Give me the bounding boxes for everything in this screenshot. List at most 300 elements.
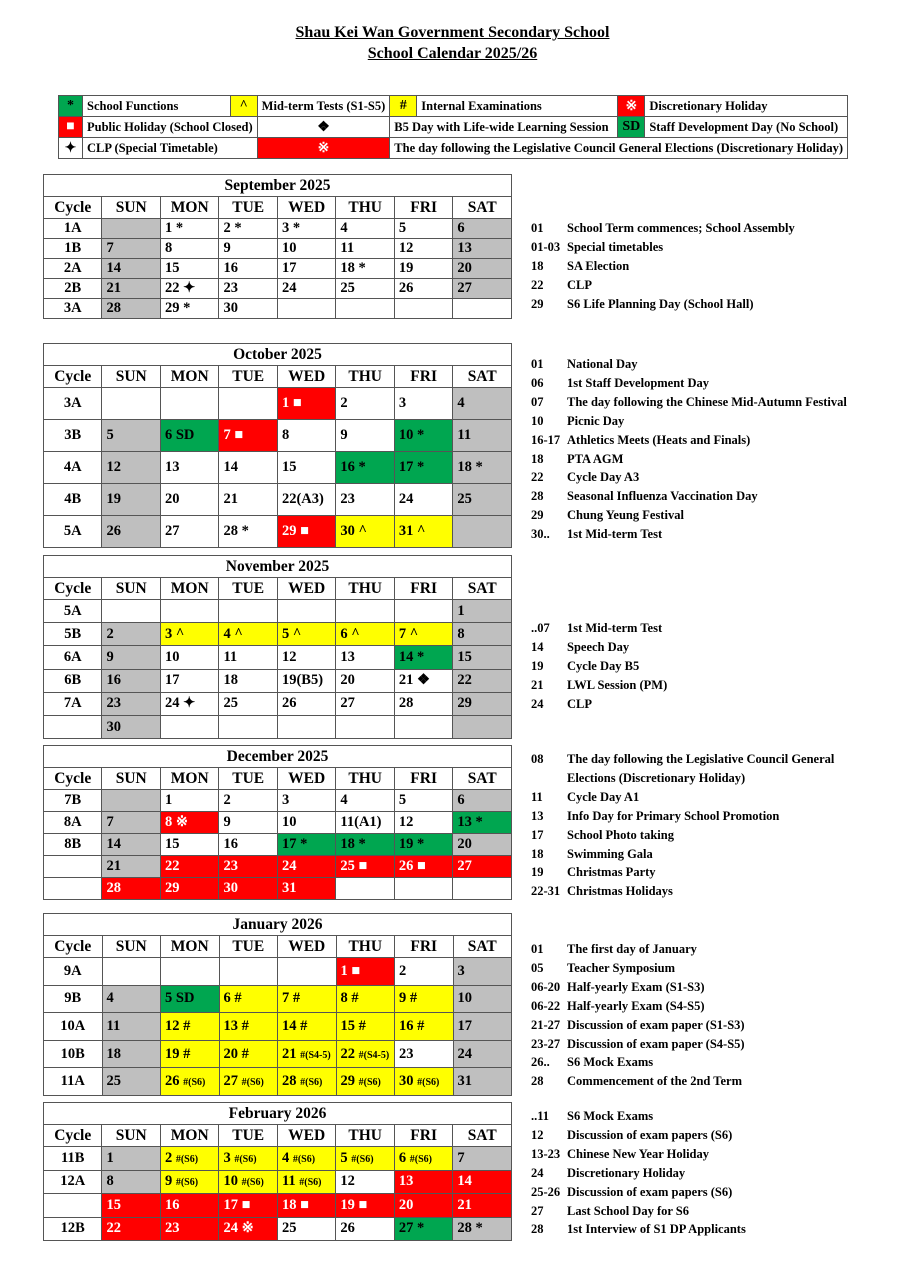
- note-date: 13-23: [531, 1146, 561, 1161]
- week-row: [44, 1217, 512, 1241]
- week-row: [44, 484, 512, 516]
- legend-symbol: ^: [230, 96, 257, 117]
- note-item: [531, 826, 834, 845]
- month-notes: [531, 355, 847, 544]
- note-item: [531, 1202, 746, 1221]
- day-cell: [453, 878, 512, 900]
- weekday-header: MON: [160, 578, 218, 600]
- week-row: [44, 834, 512, 856]
- day-cell: 27: [453, 279, 512, 299]
- legend-label: Mid-term Tests (S1-S5): [257, 96, 390, 117]
- day-cell: 29 *: [160, 299, 218, 319]
- day-cell: 7 ■: [219, 420, 277, 452]
- legend-label: Staff Development Day (No School): [645, 117, 848, 138]
- day-cell: 6 SD: [160, 420, 218, 452]
- day-cell: [278, 958, 337, 986]
- cycle-label: 2A: [44, 259, 102, 279]
- note-text: The day following the Legislative Council General: [567, 752, 835, 766]
- note-text: Discussion of exam papers (S6): [567, 1127, 733, 1142]
- note-date: 06-22: [531, 998, 561, 1013]
- weekday-header: WED: [277, 197, 335, 219]
- weekday-header: Cycle: [44, 768, 102, 790]
- day-cell: 28 *: [219, 516, 277, 548]
- day-cell: 12: [277, 646, 335, 669]
- note-item: [531, 750, 834, 769]
- weekday-header: WED: [277, 768, 335, 790]
- note-date: ..07: [531, 621, 550, 635]
- weekday-header: SAT: [453, 936, 512, 958]
- day-cell: 19 #: [161, 1040, 220, 1068]
- legend-label: Public Holiday (School Closed): [83, 117, 258, 138]
- day-cell: [336, 878, 394, 900]
- note-text: 1st Staff Development Day: [567, 375, 709, 390]
- week-row: [44, 985, 512, 1013]
- cycle-label: 12B: [44, 1217, 102, 1241]
- note-text: Christmas Holidays: [567, 884, 673, 899]
- note-date: 29: [531, 508, 544, 523]
- day-cell: 3 #(S6): [219, 1147, 277, 1171]
- day-cell: 31: [453, 1068, 512, 1096]
- week-row: [44, 600, 512, 623]
- day-cell: 13: [453, 239, 512, 259]
- day-cell: 23: [219, 856, 277, 878]
- day-cell: [277, 715, 335, 738]
- note-item: [531, 978, 745, 997]
- note-text: Discussion of exam paper (S4-S5): [567, 1036, 745, 1051]
- day-cell: 5 SD: [161, 985, 220, 1013]
- weekday-header: SUN: [102, 936, 161, 958]
- day-cell: 7 ^: [394, 623, 452, 646]
- note-text: Teacher Symposium: [567, 960, 676, 975]
- day-cell: [102, 219, 160, 239]
- day-cell: [219, 600, 277, 623]
- day-cell: 13 #: [219, 1013, 278, 1041]
- day-cell: 10: [277, 239, 335, 259]
- month-table: [43, 343, 512, 548]
- day-cell: 4: [336, 219, 394, 239]
- day-cell: 11 #(S6): [277, 1170, 335, 1194]
- day-cell: 23: [395, 1040, 454, 1068]
- note-item: [531, 219, 795, 238]
- weekday-header: THU: [336, 1125, 394, 1147]
- day-cell: 9: [219, 239, 277, 259]
- day-cell: 9: [219, 812, 277, 834]
- note-text: Christmas Party: [567, 865, 656, 880]
- day-cell: 7 #: [278, 985, 337, 1013]
- weekday-header: WED: [277, 366, 335, 388]
- day-cell: [219, 715, 277, 738]
- day-cell: [102, 600, 160, 623]
- day-cell: 14: [453, 1170, 512, 1194]
- note-date: 06-20: [531, 979, 561, 994]
- weekday-header: WED: [278, 936, 337, 958]
- day-cell: 8 ※: [160, 812, 218, 834]
- day-cell: 2: [395, 958, 454, 986]
- note-date: 06: [531, 375, 544, 390]
- legend-label: CLP (Special Timetable): [83, 138, 258, 159]
- day-cell: [102, 790, 160, 812]
- note-item: [531, 506, 847, 525]
- day-cell: 25: [102, 1068, 161, 1096]
- legend-label: B5 Day with Life-wide Learning Session: [390, 117, 618, 138]
- day-cell: 24 ✦: [160, 692, 218, 715]
- note-text: Chung Yeung Festival: [567, 508, 684, 523]
- cycle-label: 6A: [44, 646, 102, 669]
- cycle-label: 11A: [44, 1068, 103, 1096]
- note-date: 01: [531, 357, 544, 371]
- cycle-label: [44, 1194, 102, 1218]
- note-item: [531, 997, 745, 1016]
- weekday-header: THU: [336, 768, 394, 790]
- day-cell: [453, 516, 512, 548]
- day-cell: 10 *: [394, 420, 452, 452]
- week-row: [44, 646, 512, 669]
- day-cell: 4: [102, 985, 161, 1013]
- day-cell: [336, 715, 394, 738]
- day-cell: 20 #: [219, 1040, 278, 1068]
- weekday-header: FRI: [394, 197, 452, 219]
- note-item: [531, 882, 834, 901]
- note-text: SA Election: [567, 258, 630, 273]
- note-text: Last School Day for S6: [567, 1203, 690, 1218]
- note-item: [531, 1107, 746, 1126]
- note-item: [531, 1053, 745, 1072]
- day-cell: 15: [160, 834, 218, 856]
- day-cell: 4 ^: [219, 623, 277, 646]
- note-date: 18: [531, 258, 544, 273]
- weekday-header: SUN: [102, 197, 160, 219]
- note-text: Picnic Day: [567, 413, 625, 428]
- day-cell: [219, 388, 277, 420]
- weekday-header: TUE: [219, 578, 277, 600]
- day-cell: 12: [102, 452, 160, 484]
- day-cell: 3 *: [277, 219, 335, 239]
- day-cell: 23: [336, 484, 394, 516]
- day-cell: [394, 299, 452, 319]
- day-cell: 22: [160, 856, 218, 878]
- day-cell: 30 #(S6): [395, 1068, 454, 1096]
- day-cell: 10: [453, 985, 512, 1013]
- note-date: 14: [531, 639, 544, 654]
- week-row: [44, 958, 512, 986]
- week-row: [44, 1170, 512, 1194]
- day-cell: 24: [394, 484, 452, 516]
- note-item: [531, 276, 795, 295]
- day-cell: 20: [336, 669, 394, 692]
- note-item: [531, 238, 795, 257]
- day-cell: 10: [277, 812, 335, 834]
- week-row: [44, 715, 512, 738]
- day-cell: 18: [219, 669, 277, 692]
- week-row: [44, 856, 512, 878]
- note-text: 1st Mid-term Test: [567, 621, 663, 635]
- week-row: [44, 388, 512, 420]
- note-item: [531, 788, 834, 807]
- cycle-label: 1A: [44, 219, 102, 239]
- note-text: School Term commences; School Assembly: [567, 221, 795, 235]
- day-cell: 9 #: [395, 985, 454, 1013]
- day-cell: 11: [102, 1013, 161, 1041]
- month-table: [43, 174, 512, 319]
- cycle-label: [44, 878, 102, 900]
- day-cell: 8: [277, 420, 335, 452]
- day-cell: 28 *: [453, 1217, 512, 1241]
- cycle-label: 9B: [44, 985, 103, 1013]
- day-cell: 27: [160, 516, 218, 548]
- day-cell: 14: [219, 452, 277, 484]
- day-cell: [160, 715, 218, 738]
- day-cell: 10 #(S6): [219, 1170, 277, 1194]
- month-title: October 2025: [44, 344, 512, 366]
- day-cell: 2: [102, 623, 160, 646]
- note-item: [531, 355, 847, 374]
- note-date: 23-27: [531, 1036, 561, 1051]
- note-date: 22: [531, 277, 544, 292]
- note-date: 25-26: [531, 1184, 561, 1199]
- note-item: [531, 468, 847, 487]
- note-item: [531, 374, 847, 393]
- note-text: Elections (Discretionary Holiday): [567, 770, 746, 785]
- note-item: [531, 959, 745, 978]
- weekday-header: Cycle: [44, 366, 102, 388]
- day-cell: 6: [453, 219, 512, 239]
- month-title: September 2025: [44, 175, 512, 197]
- weekday-header: SUN: [102, 1125, 160, 1147]
- day-cell: 17: [453, 1013, 512, 1041]
- day-cell: 5: [102, 420, 160, 452]
- note-item: [531, 295, 795, 314]
- week-row: [44, 279, 512, 299]
- day-cell: [277, 299, 335, 319]
- note-date: 01-03: [531, 239, 561, 254]
- day-cell: 7: [102, 239, 160, 259]
- note-text: Discretionary Holiday: [567, 1165, 686, 1180]
- day-cell: [453, 715, 512, 738]
- weekday-header: MON: [160, 768, 218, 790]
- note-text: Half-yearly Exam (S1-S3): [567, 979, 705, 994]
- day-cell: 15: [160, 259, 218, 279]
- note-date: 19: [531, 658, 544, 673]
- legend-label: The day following the Legislative Council General Elections (Discretionary Holiday): [390, 138, 848, 159]
- day-cell: 30 ^: [336, 516, 394, 548]
- note-date: 13: [531, 808, 544, 823]
- month-notes: [531, 619, 667, 714]
- week-row: [44, 259, 512, 279]
- note-date: 07: [531, 394, 544, 409]
- cycle-label: 8A: [44, 812, 102, 834]
- week-row: [44, 219, 512, 239]
- day-cell: [219, 958, 278, 986]
- day-cell: 10: [160, 646, 218, 669]
- day-cell: 13: [336, 646, 394, 669]
- weekday-header: WED: [277, 578, 335, 600]
- note-item: [531, 450, 847, 469]
- note-item: [531, 393, 847, 412]
- legend-symbol: ❖: [257, 117, 390, 138]
- day-cell: 17 ■: [219, 1194, 277, 1218]
- note-date: 19: [531, 865, 544, 880]
- weekday-header: FRI: [394, 1125, 452, 1147]
- day-cell: 19: [102, 484, 160, 516]
- day-cell: 16 #: [395, 1013, 454, 1041]
- cycle-label: 4B: [44, 484, 102, 516]
- day-cell: 23: [160, 1217, 218, 1241]
- note-text: CLP: [567, 277, 592, 292]
- note-item: [531, 695, 667, 714]
- day-cell: 12: [394, 812, 452, 834]
- weekday-header: Cycle: [44, 936, 103, 958]
- day-cell: 18 ■: [277, 1194, 335, 1218]
- weekday-header: MON: [160, 1125, 218, 1147]
- weekday-header: Cycle: [44, 197, 102, 219]
- day-cell: 15: [102, 1194, 160, 1218]
- day-cell: 15: [453, 646, 512, 669]
- day-cell: 22: [102, 1217, 160, 1241]
- month-notes: [531, 1107, 746, 1239]
- cycle-label: 10A: [44, 1013, 103, 1041]
- note-text: Chinese New Year Holiday: [567, 1146, 710, 1161]
- day-cell: 3 ^: [160, 623, 218, 646]
- day-cell: 11: [453, 420, 512, 452]
- note-date: 01: [531, 221, 544, 235]
- cycle-label: 9A: [44, 958, 103, 986]
- cycle-label: 4A: [44, 452, 102, 484]
- day-cell: 1: [453, 600, 512, 623]
- weekday-header: SUN: [102, 578, 160, 600]
- day-cell: 18 *: [453, 452, 512, 484]
- note-item: [531, 863, 834, 882]
- note-date: 18: [531, 451, 544, 466]
- legend-symbol: ※: [257, 138, 390, 159]
- cycle-label: [44, 715, 102, 738]
- day-cell: 8 #: [336, 985, 395, 1013]
- calendar-title: School Calendar 2025/26: [367, 45, 538, 62]
- day-cell: 17 *: [394, 452, 452, 484]
- cycle-label: 3A: [44, 299, 102, 319]
- week-row: [44, 239, 512, 259]
- note-text: School Photo taking: [567, 827, 674, 842]
- day-cell: 14: [102, 834, 160, 856]
- legend-symbol: ※: [618, 96, 645, 117]
- day-cell: [102, 388, 160, 420]
- note-item: [531, 1145, 746, 1164]
- day-cell: 25: [277, 1217, 335, 1241]
- day-cell: [161, 958, 220, 986]
- weekday-header: SUN: [102, 366, 160, 388]
- note-date: 22-31: [531, 884, 561, 899]
- note-item: [531, 412, 847, 431]
- note-date: 01: [531, 942, 544, 956]
- cycle-label: 5A: [44, 600, 102, 623]
- legend-table: [58, 95, 848, 159]
- day-cell: 2: [336, 388, 394, 420]
- day-cell: 15: [277, 452, 335, 484]
- month-notes: [531, 219, 795, 314]
- weekday-header: TUE: [219, 197, 277, 219]
- note-date: 27: [531, 1203, 544, 1218]
- day-cell: 1 *: [160, 219, 218, 239]
- day-cell: 25: [453, 484, 512, 516]
- day-cell: 31 ^: [394, 516, 452, 548]
- day-cell: 27 #(S6): [219, 1068, 278, 1096]
- day-cell: 28: [102, 878, 160, 900]
- day-cell: 21: [219, 484, 277, 516]
- day-cell: 9: [336, 420, 394, 452]
- day-cell: 28: [394, 692, 452, 715]
- day-cell: [160, 388, 218, 420]
- day-cell: 20: [453, 834, 512, 856]
- note-item: [531, 657, 667, 676]
- note-date: 28: [531, 1222, 544, 1237]
- legend-label: School Functions: [83, 96, 231, 117]
- cycle-label: 5A: [44, 516, 102, 548]
- note-item: [531, 525, 847, 544]
- note-item: [531, 619, 667, 638]
- weekday-header: FRI: [394, 578, 452, 600]
- weekday-header: TUE: [219, 936, 278, 958]
- day-cell: 26 #(S6): [161, 1068, 220, 1096]
- cycle-label: 1B: [44, 239, 102, 259]
- note-date: 29: [531, 296, 544, 311]
- legend-symbol: SD: [618, 117, 645, 138]
- week-row: [44, 669, 512, 692]
- note-date: 26..: [531, 1055, 550, 1070]
- weekday-header: Cycle: [44, 578, 102, 600]
- cycle-label: [44, 856, 102, 878]
- note-date: 18: [531, 846, 544, 861]
- day-cell: [277, 600, 335, 623]
- week-row: [44, 1013, 512, 1041]
- day-cell: 27: [336, 692, 394, 715]
- note-text: Athletics Meets (Heats and Finals): [567, 432, 751, 447]
- day-cell: 2 #(S6): [160, 1147, 218, 1171]
- weekday-header: SAT: [453, 578, 512, 600]
- note-item: [531, 845, 834, 864]
- note-date: 12: [531, 1127, 544, 1142]
- legend-label: Internal Examinations: [417, 96, 618, 117]
- day-cell: 24 ※: [219, 1217, 277, 1241]
- week-row: [44, 623, 512, 646]
- legend-symbol: *: [59, 96, 83, 117]
- weekday-header: SAT: [453, 366, 512, 388]
- day-cell: 30: [102, 715, 160, 738]
- day-cell: 26 ■: [394, 856, 452, 878]
- note-text: PTA AGM: [567, 451, 624, 466]
- week-row: [44, 692, 512, 715]
- day-cell: 12: [336, 1170, 394, 1194]
- day-cell: 26: [336, 1217, 394, 1241]
- legend-label: Discretionary Holiday: [645, 96, 848, 117]
- week-row: [44, 878, 512, 900]
- day-cell: [160, 600, 218, 623]
- note-text: Discussion of exam papers (S6): [567, 1184, 733, 1199]
- note-date: 08: [531, 752, 544, 766]
- day-cell: 26: [277, 692, 335, 715]
- day-cell: 13 *: [453, 812, 512, 834]
- weekday-header: SAT: [453, 1125, 512, 1147]
- day-cell: 1 ■: [336, 958, 395, 986]
- day-cell: 1: [160, 790, 218, 812]
- day-cell: 3: [394, 388, 452, 420]
- day-cell: 16: [160, 1194, 218, 1218]
- day-cell: 28 #(S6): [278, 1068, 337, 1096]
- note-text: S6 Mock Exams: [567, 1109, 654, 1123]
- day-cell: [394, 600, 452, 623]
- note-text: The day following the Chinese Mid-Autumn Festival: [567, 394, 847, 409]
- note-date: 17: [531, 827, 544, 842]
- note-text: 1st Interview of S1 DP Applicants: [567, 1222, 746, 1237]
- month-title: February 2026: [44, 1103, 512, 1125]
